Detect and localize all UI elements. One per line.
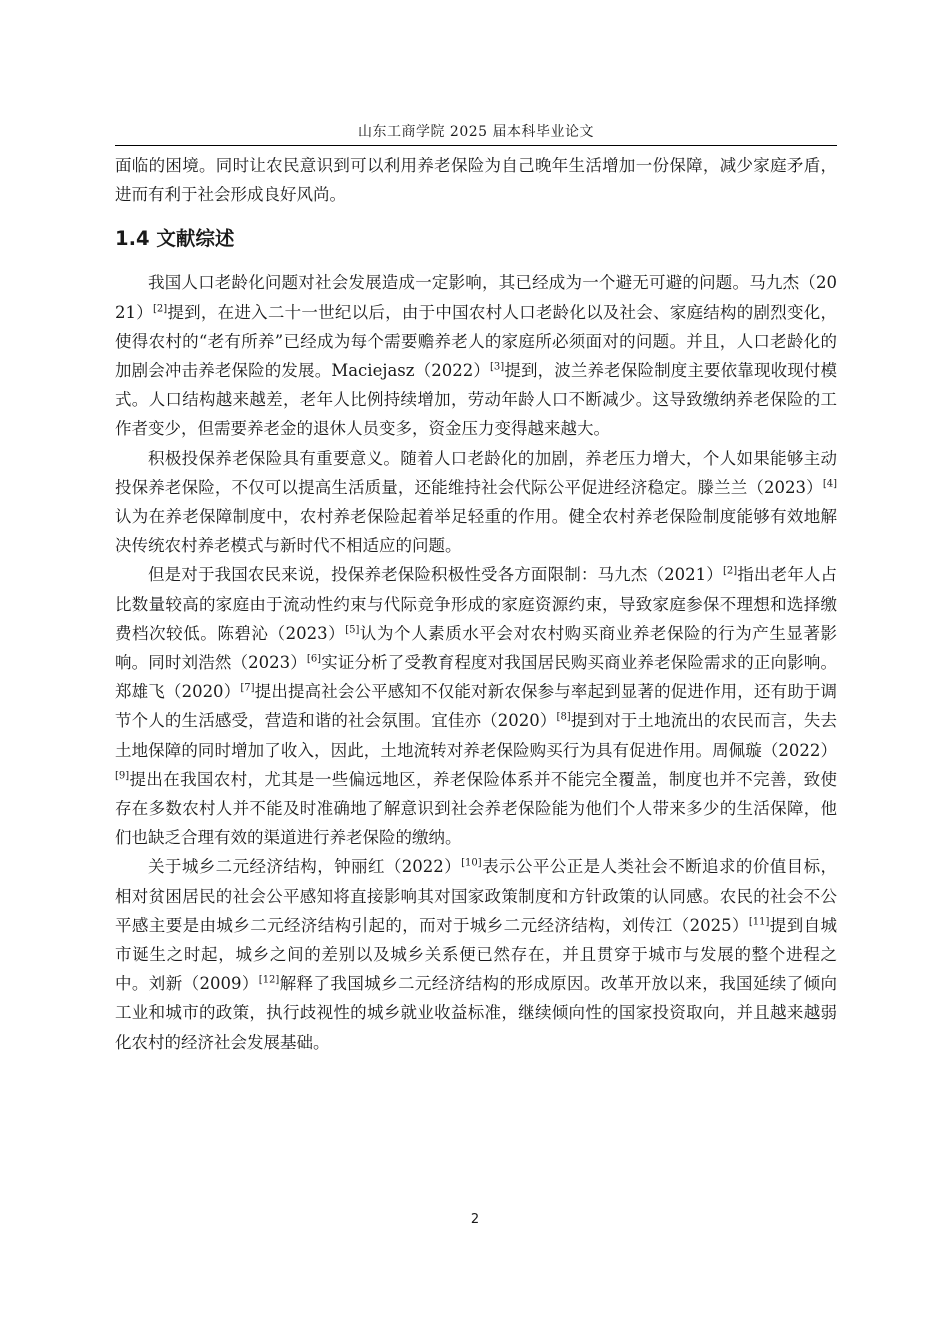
text-run: 积极投保养老保险具有重要意义。随着人口老龄化的加剧，养老压力增大，个人如果能够主动投保养老保险，不仅可以提高生活质量，还能维持社会代际公平促进经济稳定。滕兰兰（2023） (115, 448, 837, 497)
page-header: 山东工商学院 2025 届本科毕业论文 (357, 124, 595, 140)
text-run: 表示公平公正是人类社会不断追求的价值目标，相对贫困居民的社会公平感知将直接影响其对国家政策制度和方针政策的认同感。农民的社会不公平感主要是由城乡二元经济结构引起的，而对于城乡二元经济结构，刘传江（2025） (115, 857, 837, 935)
citation: [3] (490, 361, 505, 373)
citation: [9] (115, 770, 130, 782)
paragraph-dual-economy (115, 852, 837, 1056)
page-body (115, 151, 837, 1057)
citation: [2] (153, 303, 168, 315)
citation: [4] (822, 478, 837, 490)
text-run: 我国人口老龄化问题对社会发展造成一定影响，其已经成为一个避无可避的问题。马九杰（2021） (115, 273, 837, 322)
text-run: 提出提高社会公平感知不仅能对新农保参与率起到显著的促进作用，还有助于调节个人的生活感受，营造和谐的社会氛围。宜佳亦（2020） (115, 682, 838, 731)
paragraph-aging (115, 268, 837, 443)
text-run: 提到，波兰养老保险制度主要依靠现收现付模式。人口结构越来越差，老年人比例持续增加，劳动年龄人口不断减少。这导致缴纳养老保险的工作者变少，但需要养老金的退休人员变多，资金压力变得越来越大。 (115, 361, 837, 439)
text-run: 提到自城市诞生之时起，城乡之间的差别以及城乡关系便已然存在，并且贯穿于城市与发展的整个进程之中。刘新（2009） (115, 915, 838, 994)
citation: [2] (722, 565, 738, 577)
text-run: 提到对于土地流出的农民而言，失去土地保障的同时增加了收入，因此，土地流转对养老保险购买行为具有促进作用。周佩璇（2022） (115, 711, 837, 760)
citation: [6] (306, 653, 322, 665)
text-run: 解释了我国城乡二元经济结构的形成原因。改革开放以来，我国延续了倾向工业和城市的政策，执行歧视性的城乡就业收益标准，继续倾向性的国家投资取向，并且越来越弱化农村的经济社会发展基础。 (115, 974, 838, 1052)
citation: [10] (461, 857, 482, 869)
text-run: 认为在养老保障制度中，农村养老保险起着举足轻重的作用。健全农村养老保险制度能够有效地解决传统农村养老模式与新时代不相适应的问题。 (115, 507, 837, 556)
citation: [11] (748, 916, 770, 928)
text-run: 实证分析了受教育程度对我国居民购买商业养老保险需求的正向影响。郑雄飞（2020） (115, 653, 838, 702)
intro-continuation-paragraph: 面临的困境。同时让农民意识到可以利用养老保险为自己晚年生活增加一份保障，减少家庭矛盾，进而有利于社会形成良好风尚。 (115, 156, 837, 205)
section-heading: 1.4 文献综述 (115, 227, 235, 251)
page-number: 2 (470, 1212, 480, 1227)
text-run: 提到，在进入二十一世纪以后，由于中国农村人口老龄化以及社会、家庭结构的剧烈变化，使得农村的“老有所养”已经成为每个需要赡养老人的家庭所必须面对的问题。并且，人口老龄化的加剧会冲击养老保险的发展。Maciejasz（2022） (115, 302, 838, 381)
citation: [12] (258, 974, 280, 986)
text-run: 关于城乡二元经济结构，钟丽红（2022） (148, 857, 462, 877)
citation: [8] (556, 711, 571, 723)
citation: [7] (240, 682, 255, 694)
text-run: 认为个人素质水平会对农村购买商业养老保险的行为产生显著影响。同时刘浩然（2023） (115, 623, 838, 673)
text-run: 指出老年人占比数量较高的家庭由于流动性约束与代际竞争形成的家庭资源约束，导致家庭参保不理想和选择缴费档次较低。陈碧沁（2023） (115, 565, 838, 643)
text-run: 但是对于我国农民来说，投保养老保险积极性受各方面限制：马九杰（2021） (148, 565, 723, 585)
citation: [5] (345, 624, 360, 636)
paragraph-significance (115, 444, 837, 561)
text-run: 提出在我国农村，尤其是一些偏远地区，养老保险体系并不能完全覆盖，制度也并不完善，致使存在多数农村人并不能及时准确地了解意识到社会养老保险能为他们个人带来多少的生活保障，他们也缺乏合理有效的渠道进行养老保险的缴纳。 (115, 769, 837, 848)
paragraph-constraints (115, 560, 837, 852)
header-divider (115, 145, 837, 146)
